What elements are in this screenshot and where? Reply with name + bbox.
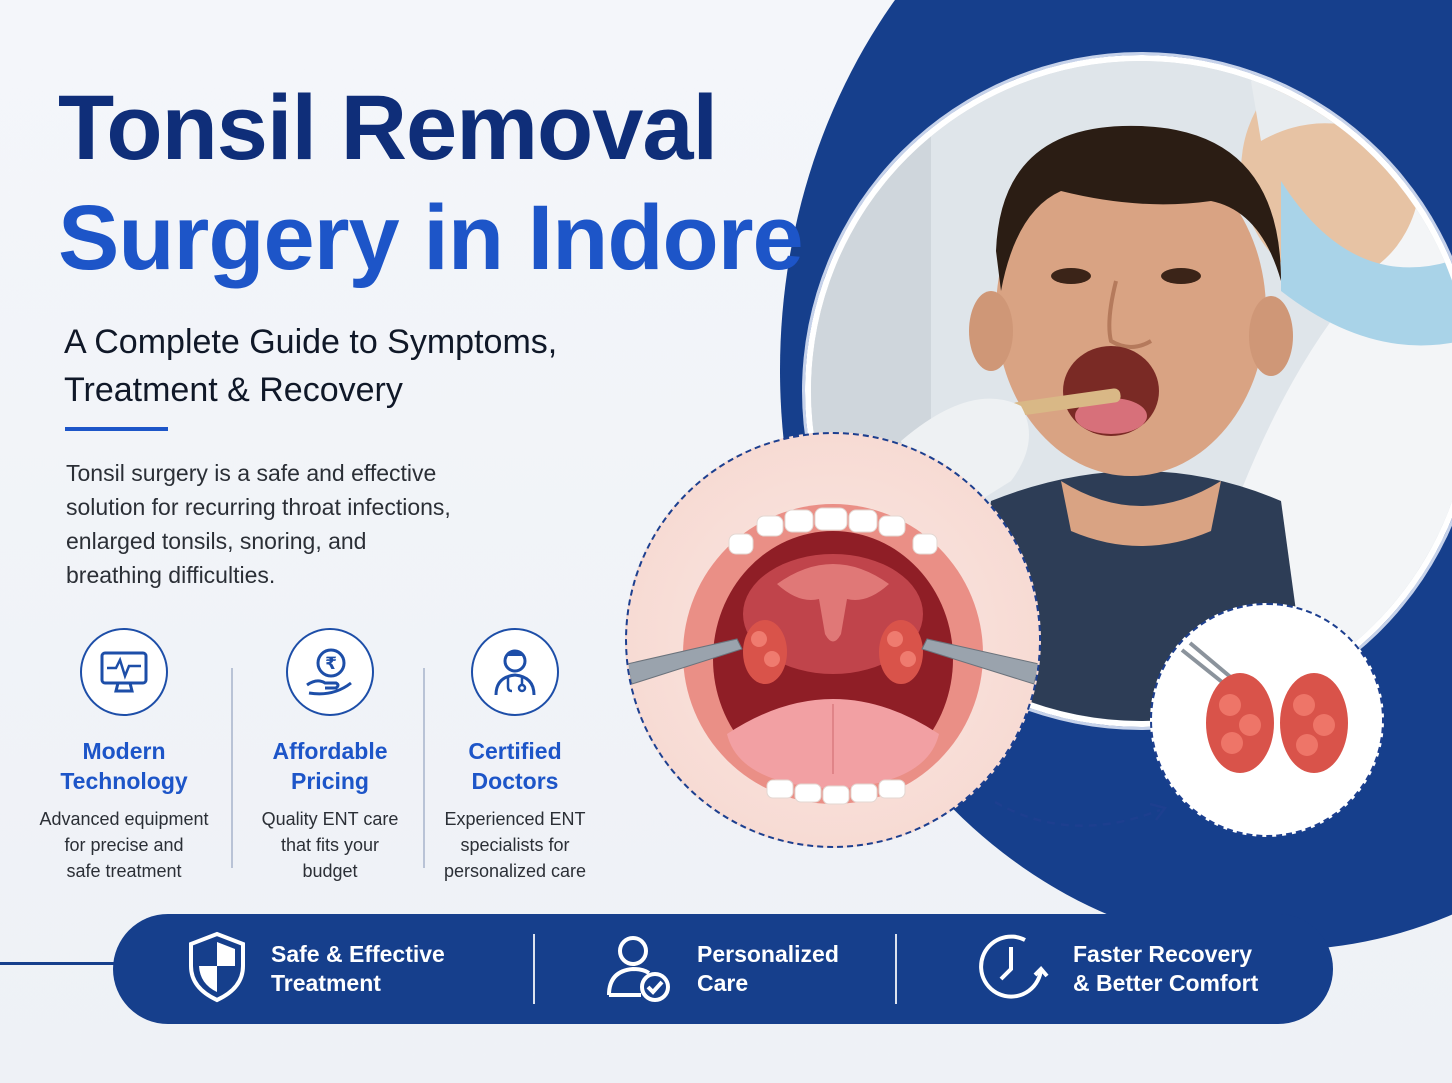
- removed-tonsils-illustration: [1150, 603, 1384, 837]
- user-check-icon: [603, 931, 675, 1008]
- left-tonsil: [743, 620, 787, 684]
- intro-line: Tonsil surgery is a safe and effective: [66, 460, 437, 486]
- feature-title: Modern: [82, 738, 166, 764]
- page-title-line2: Surgery in Indore: [58, 187, 803, 289]
- clock-refresh-icon: [975, 929, 1051, 1010]
- feature-title: Technology: [60, 768, 188, 794]
- feature-affordable-pricing: [245, 628, 415, 884]
- dashed-arrow: [990, 790, 1180, 850]
- feature-desc: Advanced equipment: [39, 809, 209, 829]
- benefit-text: Care: [697, 970, 749, 996]
- tonsils-illustration: [1152, 605, 1382, 835]
- benefit-text: Personalized: [697, 941, 839, 967]
- feature-modern-technology: [34, 628, 214, 884]
- benefit-safe-effective: [185, 914, 445, 1024]
- intro-paragraph: [66, 456, 526, 592]
- benefit-text: Faster Recovery: [1073, 941, 1252, 967]
- doctor-icon: [471, 628, 559, 716]
- bottom-bar-leader-line: [0, 962, 130, 965]
- feature-desc: Quality ENT care: [261, 809, 399, 829]
- benefit-faster-recovery: [975, 914, 1258, 1024]
- feature-divider: [423, 668, 425, 868]
- benefits-bar: [113, 914, 1333, 1024]
- feature-title: Doctors: [471, 768, 559, 794]
- feature-title: Pricing: [291, 768, 369, 794]
- throat-illustration: [625, 432, 1041, 848]
- feature-divider: [231, 668, 233, 868]
- intro-line: enlarged tonsils, snoring, and: [66, 528, 367, 554]
- rupee-hand-icon: [286, 628, 374, 716]
- intro-line: solution for recurring throat infections,: [66, 494, 451, 520]
- feature-desc: specialists for: [460, 835, 570, 855]
- subtitle-line2: Treatment & Recovery: [64, 371, 403, 409]
- accent-rule: [65, 427, 168, 431]
- right-tonsil: [879, 620, 923, 684]
- benefit-personalized-care: [603, 914, 839, 1024]
- subtitle-line1: A Complete Guide to Symptoms,: [64, 323, 558, 361]
- shield-icon: [185, 930, 249, 1009]
- feature-title: Affordable: [272, 738, 388, 764]
- benefit-divider: [533, 934, 535, 1004]
- feature-title: Certified: [468, 738, 562, 764]
- feature-desc: budget: [302, 861, 358, 881]
- benefit-text: & Better Comfort: [1073, 970, 1259, 996]
- subtitle: [64, 318, 624, 414]
- benefit-text: Safe & Effective: [271, 941, 445, 967]
- svg-text:₹: ₹: [325, 654, 337, 674]
- page-title-line1: Tonsil Removal: [58, 77, 718, 179]
- benefit-text: Treatment: [271, 970, 381, 996]
- feature-desc: Experienced ENT: [444, 809, 586, 829]
- feature-certified-doctors: [430, 628, 600, 884]
- monitor-heartbeat-icon: [80, 628, 168, 716]
- feature-desc: that fits your: [280, 835, 380, 855]
- intro-line: breathing difficulties.: [66, 562, 276, 588]
- feature-desc: personalized care: [443, 861, 587, 881]
- benefit-divider: [895, 934, 897, 1004]
- feature-desc: for precise and: [64, 835, 184, 855]
- open-mouth-illustration: [627, 434, 1039, 846]
- feature-desc: safe treatment: [66, 861, 182, 881]
